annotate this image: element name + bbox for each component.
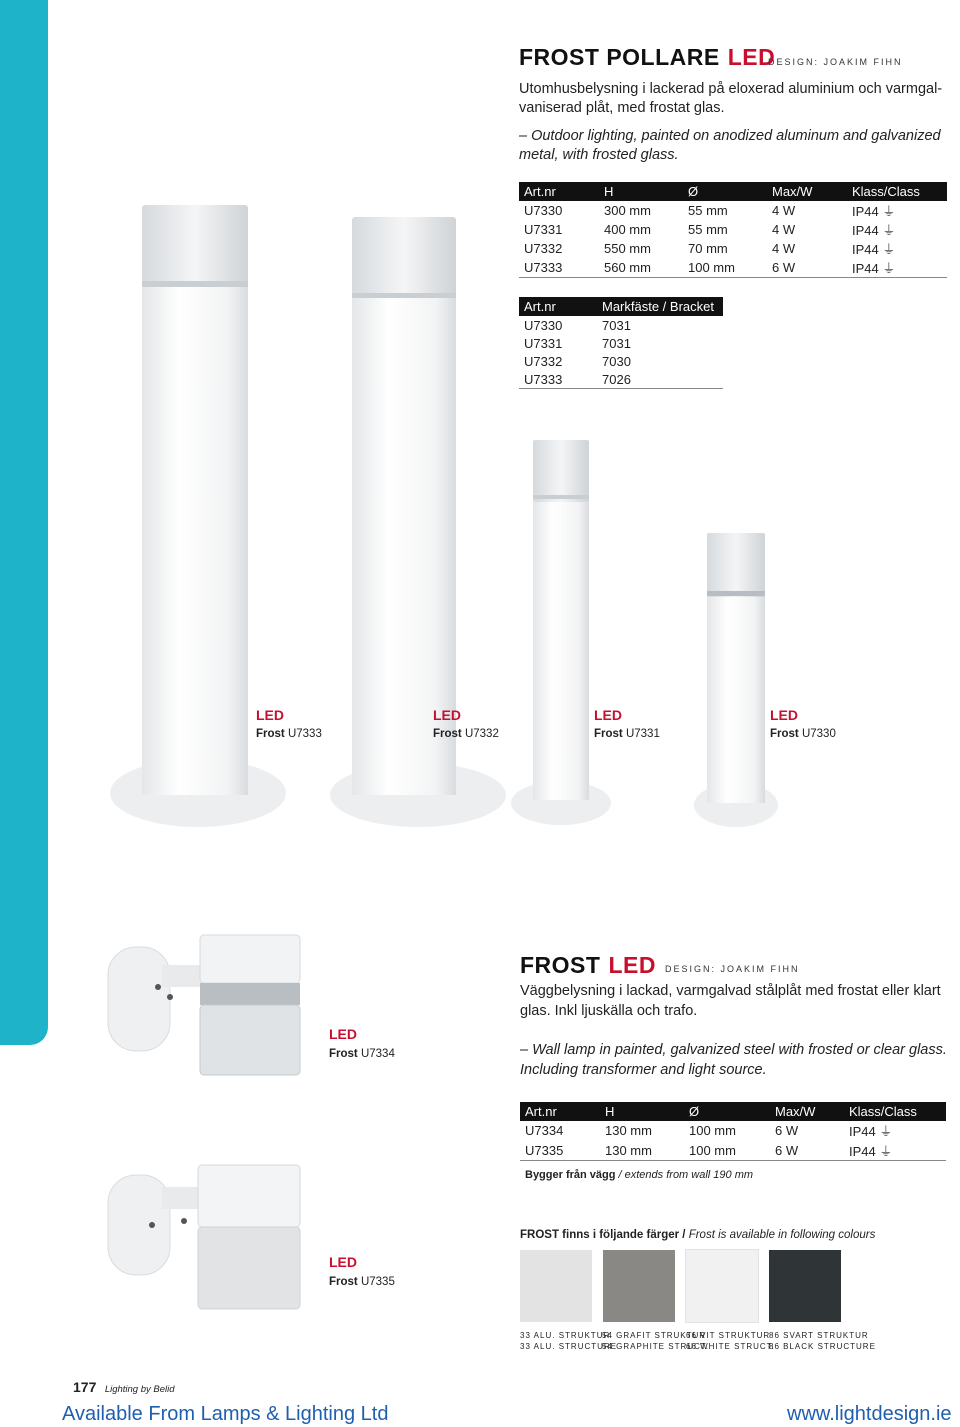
swatch-86-black bbox=[769, 1250, 841, 1322]
product-label-u7333: LED Frost U7333 bbox=[256, 707, 322, 740]
swatch-54-graphite bbox=[603, 1250, 675, 1322]
table-row: U7330 7031 bbox=[524, 317, 631, 333]
table-row: U7333 7026 bbox=[519, 370, 723, 389]
table-header-row: Art.nr H Ø Max/W Klass/Class bbox=[520, 1102, 946, 1121]
swatch-label-86: 86 SVART STRUKTUR 86 BLACK STRUCTURE bbox=[769, 1331, 876, 1351]
swatch-33-alu bbox=[520, 1250, 592, 1322]
product-label-u7334: LED Frost U7334 bbox=[329, 1026, 395, 1060]
bollard-u7330-image bbox=[694, 533, 778, 827]
table-row: U7333 560 mm 100 mm 6 W IP44 ⏚ bbox=[519, 258, 947, 278]
pollare-design-credit: DESIGN: JOAKIM FIHN bbox=[768, 57, 903, 67]
wall-design-credit: DESIGN: JOAKIM FIHN bbox=[665, 964, 800, 974]
wall-lamp-u7335-image bbox=[108, 1165, 300, 1309]
page-footer bbox=[73, 1379, 175, 1397]
table-header-row: Art.nr Markfäste / Bracket bbox=[519, 297, 723, 316]
table-row: U7334 130 mm 100 mm 6 W IP44 ⏚ bbox=[525, 1123, 893, 1139]
wall-description-sv: Väggbelysning i lackad, varmgalvad stålplåt med frostat eller klart glas. Inkl ljuskälla och trafo. bbox=[520, 983, 941, 1019]
wall-led: LED bbox=[608, 952, 656, 978]
website-link[interactable]: www.lightdesign.ie bbox=[787, 1403, 952, 1425]
page-number: 177 bbox=[73, 1379, 97, 1395]
wall-description-en: – Wall lamp in painted, galvanized steel with frosted or clear glass. Including transformer and light source. bbox=[520, 1042, 947, 1078]
bollard-illustrations bbox=[100, 195, 800, 845]
bollard-u7331-image bbox=[511, 440, 611, 825]
pollare-description-en: – Outdoor lighting, painted on anodized aluminum and galvanized metal, with frosted glass. bbox=[519, 128, 941, 163]
product-label-u7330: LED Frost U7330 bbox=[770, 707, 836, 740]
footer-brand: Lighting by Belid bbox=[104, 1384, 175, 1395]
table-row: U7331 7031 bbox=[524, 335, 631, 351]
pollare-led: LED bbox=[727, 44, 776, 70]
product-label-u7331: LED Frost U7331 bbox=[594, 707, 660, 740]
swatch-66-white bbox=[686, 1250, 758, 1322]
swatch-label-54: 54 GRAFIT STRUKTUR 54 GRAPHITE STRUCT. bbox=[602, 1331, 710, 1351]
pollare-title: FROST POLLARE LED bbox=[519, 44, 776, 70]
table-row: U7335 130 mm 100 mm 6 W IP44 ⏚ bbox=[520, 1140, 946, 1161]
colours-heading: FROST finns i följande färger / Frost is available in following colours bbox=[520, 1229, 876, 1241]
table-row: U7331 400 mm 55 mm 4 W IP44 ⏚ bbox=[524, 222, 896, 238]
wall-spec-table bbox=[520, 1102, 946, 1161]
product-label-u7335: LED Frost U7335 bbox=[329, 1254, 395, 1288]
pollare-description-sv: Utomhusbelysning i lackerad på eloxerad aluminium och varmgal- vaniserad plåt, med frostat glas. bbox=[519, 81, 943, 116]
table-row: U7332 7030 bbox=[524, 353, 631, 369]
product-label-u7332: LED Frost U7332 bbox=[433, 707, 499, 740]
table-row: U7330 300 mm 55 mm 4 W IP44 ⏚ bbox=[524, 203, 896, 219]
table-header-row: Art.nr H Ø Max/W Klass/Class bbox=[519, 182, 947, 201]
swatch-label-66: 66 VIT STRUKTUR 66 WHITE STRUCT. bbox=[686, 1331, 775, 1351]
wall-lamp-u7334-image bbox=[108, 935, 300, 1075]
wall-extends-note: Bygger från vägg / extends from wall 190 mm bbox=[525, 1169, 754, 1181]
available-from-text: Available From Lamps & Lighting Ltd bbox=[62, 1403, 389, 1425]
sidebar-accent bbox=[0, 0, 48, 1045]
swatch-label-33: 33 ALU. STRUKTUR 33 ALU. STRUCTURE bbox=[520, 1331, 618, 1351]
wall-lamp-illustrations bbox=[100, 925, 320, 1325]
table-row: U7332 550 mm 70 mm 4 W IP44 ⏚ bbox=[524, 241, 896, 257]
wall-title: FROST LED bbox=[520, 952, 656, 978]
